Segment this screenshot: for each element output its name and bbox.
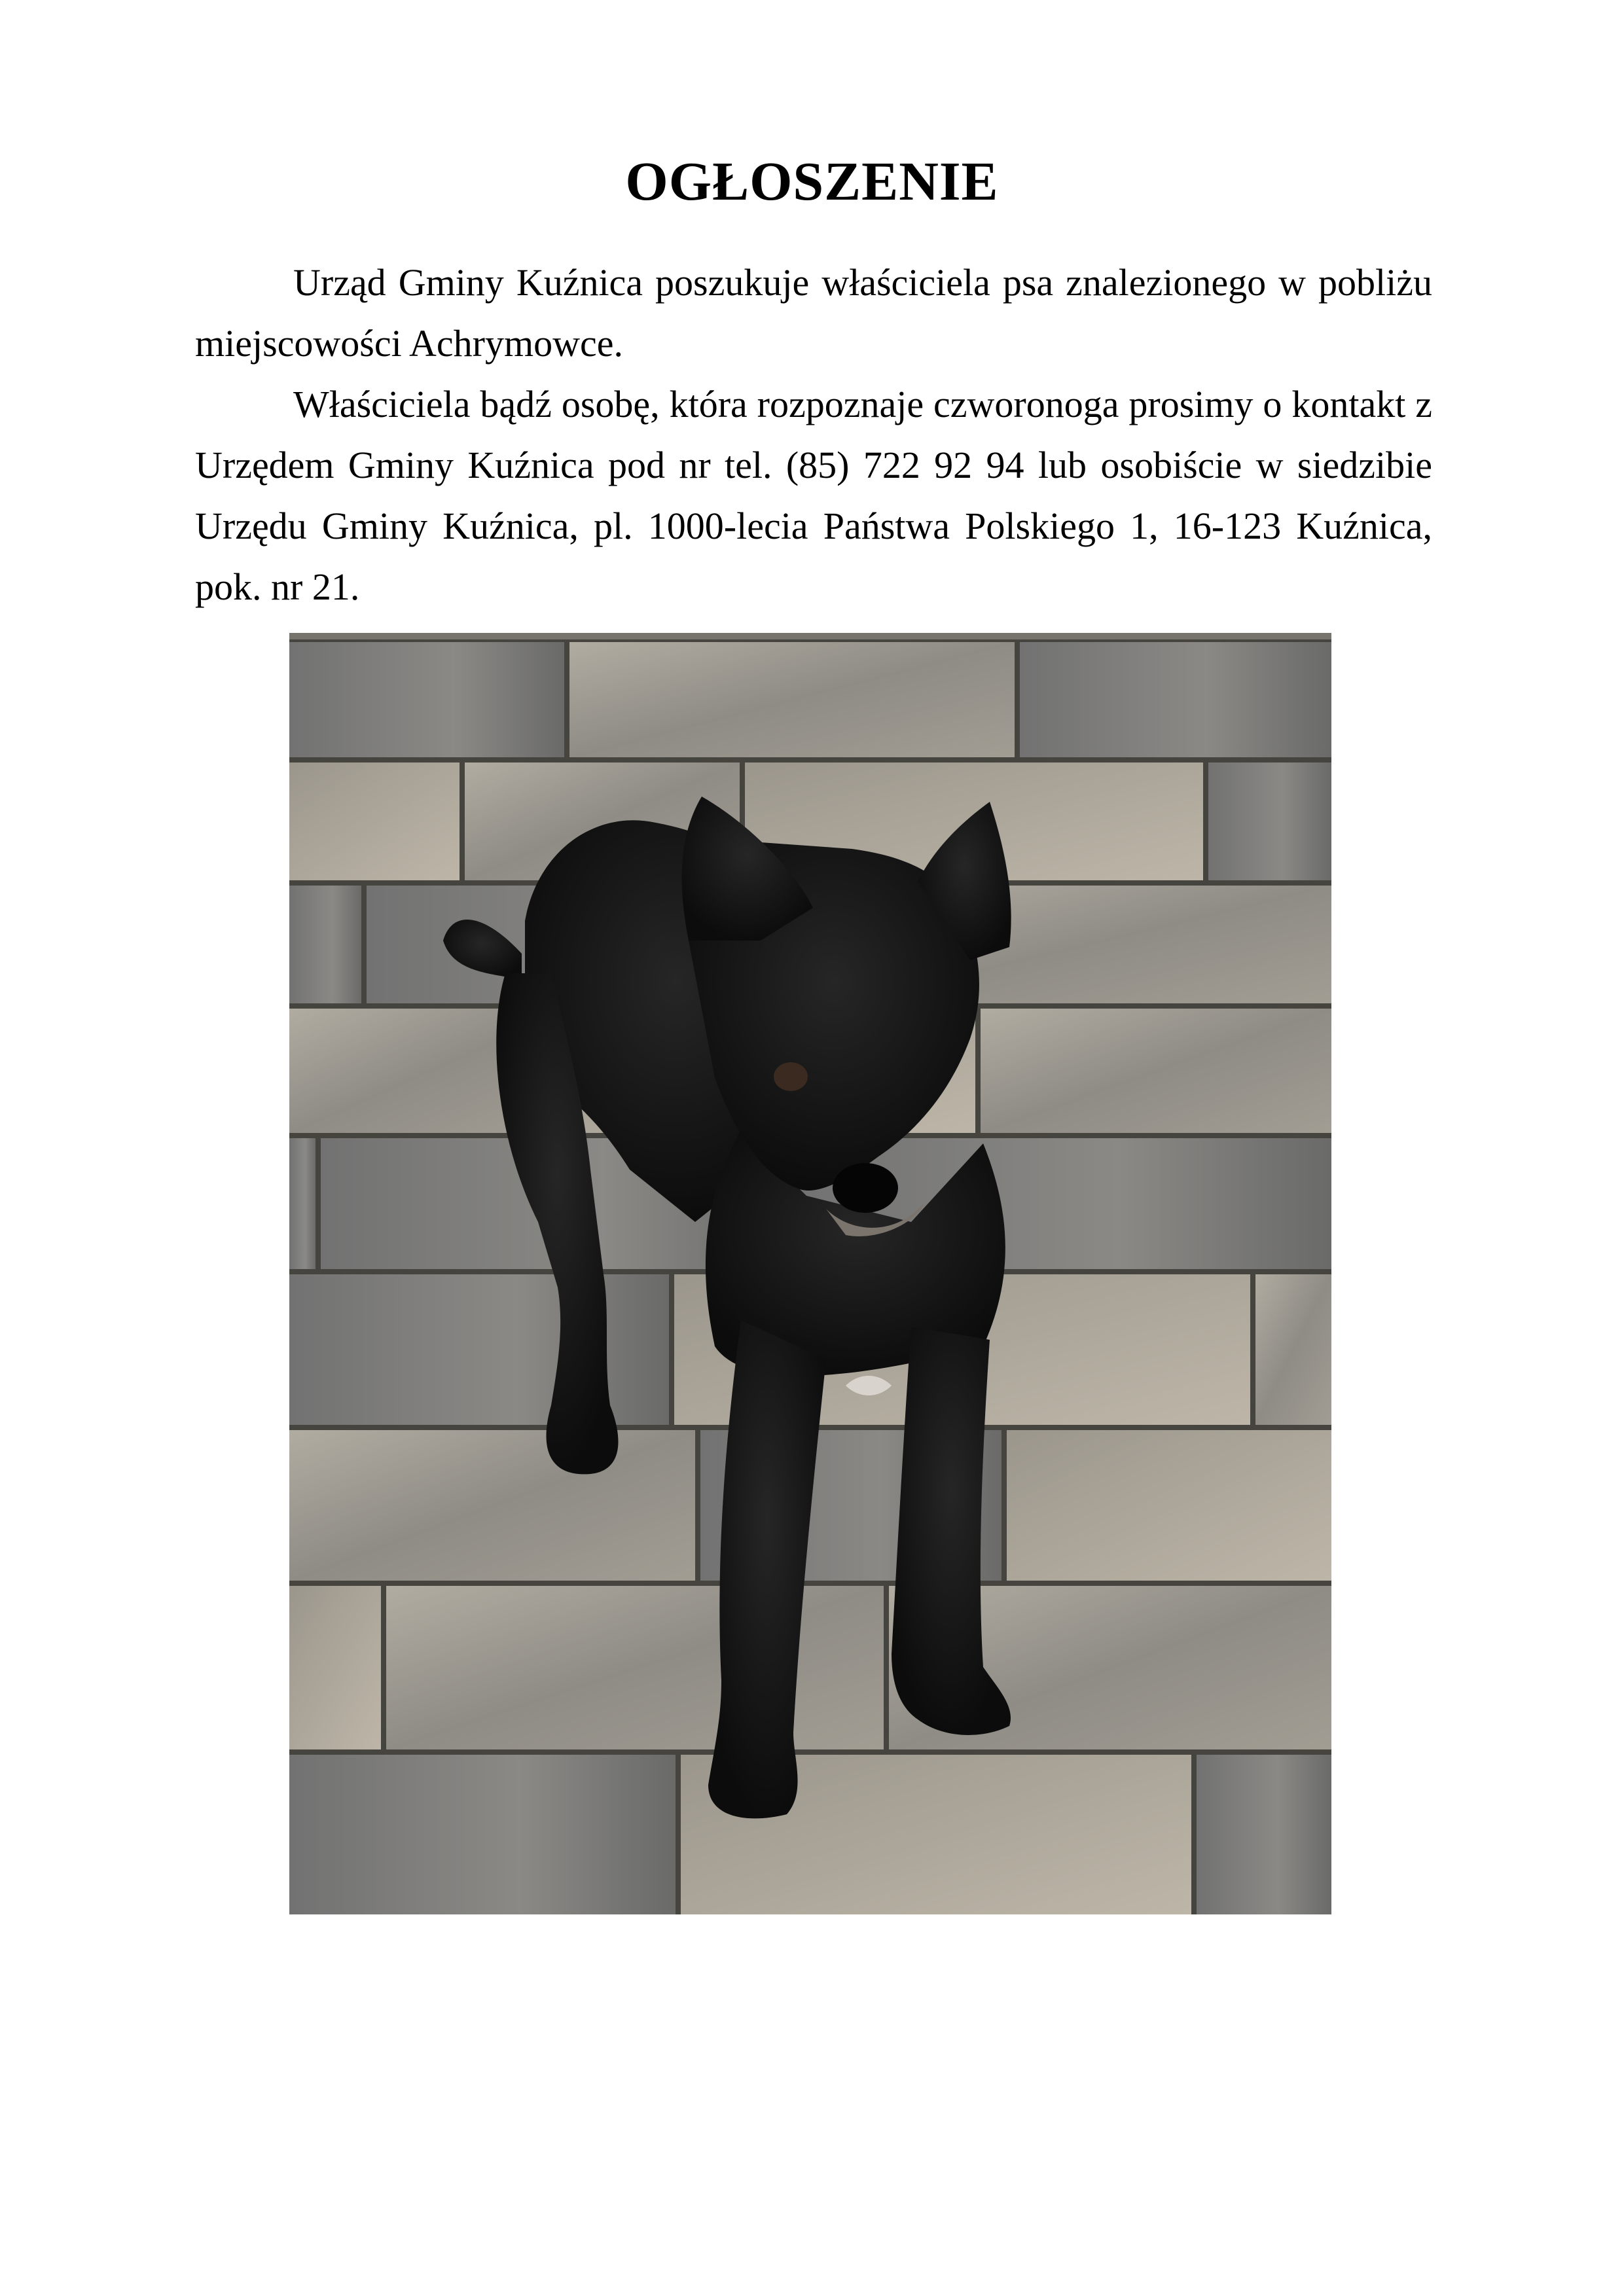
paragraph-search-notice: Urząd Gminy Kuźnica poszukuje właściciela psa znalezionego w pobliżu miejscowości Achrymowce. <box>195 261 1432 365</box>
paragraph-contact-info: Właściciela bądź osobę, która rozpoznaje czworonoga prosimy o kontakt z Urzędem Gminy Kuźnica pod nr tel. (85) 722 92 94 lub osobiście w siedzibie Urzędu Gminy Kuźnica, pl. 1000-lecia Państwa Polskiego 1, 16-123 Kuźnica, pok. nr 21. <box>195 383 1432 608</box>
dog-nose <box>833 1163 898 1213</box>
dog-photo-image <box>289 633 1331 1914</box>
announcement-title: OGŁOSZENIE <box>625 151 999 212</box>
announcement-body <box>195 252 1432 617</box>
dog-photo <box>289 633 1331 1914</box>
dog-eye <box>774 1062 808 1091</box>
